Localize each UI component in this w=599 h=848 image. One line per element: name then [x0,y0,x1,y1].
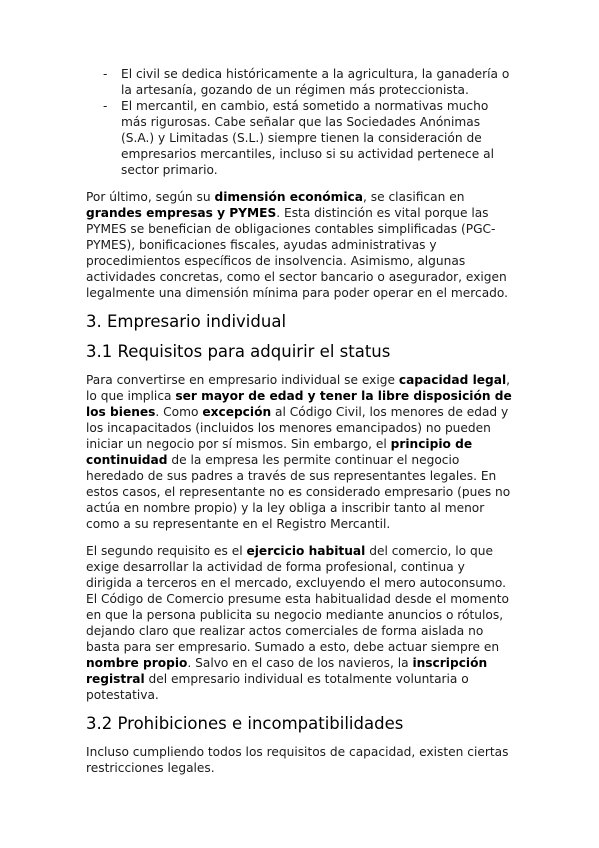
document-page [86,66,513,787]
section-heading-3-2: 3.2 Prohibiciones e incompatibilidades [86,714,404,733]
text-run: , se clasifican en [362,190,465,204]
text-run: . Salvo en el caso de los navieros, la [187,656,413,670]
bold-term: nombre propio [86,656,188,670]
bold-term: grandes empresas y PYMES [86,206,277,220]
bold-term: principio de continuidad [86,437,473,467]
bullet-marker: - [103,99,108,113]
list-item [86,98,513,178]
section-heading-3-1: 3.1 Requisitos para adquirir el status [86,342,391,361]
text-run: al Código Civil, los menores de edad y los incapacitados (incluidos los menores emancipados) no pueden iniciar un negocio por sí mismos. Sin embargo, el [86,405,509,451]
bold-term: ejercicio habitual [246,544,366,558]
text-run: El segundo requisito es el [86,544,247,558]
text-run: de la empresa les permite continuar el negocio heredado de sus padres a través de sus representantes legales. En estos casos, el representante no es considerado empresario (pues no actúa en nombre propio) y la ley obliga a inscribir tanto al menor como a su representante en el Registro Mercantil. [86,453,511,531]
sector-bullet-list [86,66,513,178]
text-run: . Como [155,405,203,419]
text-run: Por último, según su [86,190,215,204]
text-run: Para convertirse en empresario individual se exige [86,373,399,387]
paragraph-habitual [86,543,513,703]
bold-term: inscripción registral [86,656,488,686]
bullet-text: El mercantil, en cambio, está sometido a normativas mucho más rigurosas. Cabe señalar que las Sociedades Anónimas (S.A.) y Limitadas (S.L.) siempre tienen la consideración de empresarios mercantiles, incluso si su actividad pertenece al sector primario. [121,99,494,177]
paragraph-capacity [86,372,513,532]
text-run: del comercio, lo que exige desarrollar la actividad de forma profesional, continua y dirigida a terceros en el mercado, excluyendo el mero autoconsumo. El Código de Comercio presume esta habitualidad desde el momento en que la persona publicita su negocio mediante anuncios o rótulos, dejando claro que realizar actos comerciales de forma aislada no basta para ser empresario. Sumado a esto, debe actuar siempre en [86,544,509,654]
paragraph-dimension [86,189,513,301]
bold-term: ser mayor de edad y tener la libre disposición de los bienes [86,389,512,419]
bullet-text: El civil se dedica históricamente a la agricultura, la ganadería o la artesanía, gozando de un régimen más proteccionista. [121,67,510,97]
section-heading-3: 3. Empresario individual [86,312,287,331]
paragraph-restrictions: Incluso cumpliendo todos los requisitos de capacidad, existen ciertas restricciones legales. [86,745,509,775]
text-run: , lo que implica [86,373,511,403]
text-run: . Esta distinción es vital porque las PYMES se benefician de obligaciones contables simplificadas (PGC-PYMES), bonificaciones fiscales, ayudas administrativas y procedimientos específicos de insolvencia. Asimismo, algunas actividades concretas, como el sector bancario o asegurador, exigen legalmente una dimensión mínima para poder operar en el mercado. [86,206,509,300]
list-item [86,66,513,98]
bullet-marker: - [103,67,108,81]
bold-term: excepción [202,405,272,419]
bold-term: dimensión económica [214,190,363,204]
bold-term: capacidad legal [398,373,507,387]
text-run: del empresario individual es totalmente voluntaria o potestativa. [86,672,469,702]
